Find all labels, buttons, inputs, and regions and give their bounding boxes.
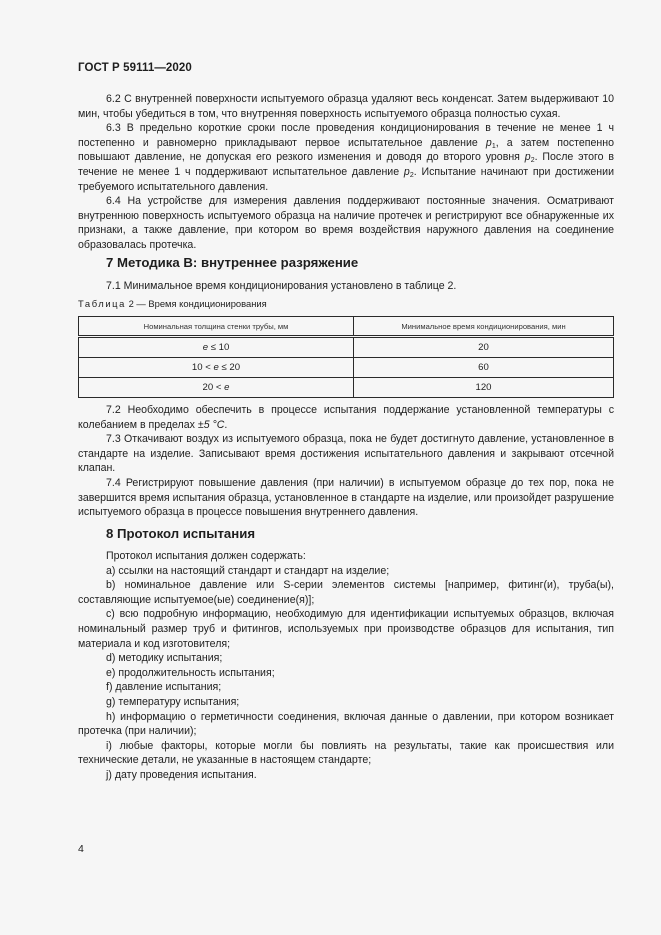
text-fragment: . Испытание начинают при достижении требуемого испытательного давления. xyxy=(78,165,614,193)
table-header-row xyxy=(79,317,614,337)
protocol-item-a: a) ссылки на настоящий стандарт и стандарт на изделие; xyxy=(106,564,390,577)
text-fragment: , а затем постепенно повышают давление, не допуская его резкого изменения и доводя до второго уровня xyxy=(78,136,614,164)
table-caption-text: 2 — Время кондиционирования xyxy=(125,298,267,309)
subscript: 2 xyxy=(530,157,535,165)
cell-time: 120 xyxy=(354,378,614,398)
variable-p: p xyxy=(485,136,492,149)
text-fragment: . xyxy=(224,418,228,431)
variable-e: e xyxy=(213,362,219,373)
table-caption xyxy=(78,298,267,309)
protocol-item-i: i) любые факторы, которые могли бы повлиять на результаты, такие как происшествия или технические детали, не указанные в настоящем стандарте; xyxy=(78,739,614,767)
column-header-thickness: Номинальная толщина стенки трубы, мм xyxy=(79,317,354,337)
table-row xyxy=(79,358,614,378)
text-fragment: 6.3 В предельно короткие сроки после проведения кондиционирования в течение не менее 1 ч постепенно и равномерно прикладывают первое испытательное давление xyxy=(78,122,614,149)
paragraph-6-4: 6.4 На устройстве для измерения давления поддерживают постоянные значения. Осматривают внутреннюю поверхность испытуемого образца на наличие протечек и регистрируют все обнаруженные их признаки, а также давление, при котором во время воздействия наружного давления на соединение образовалась протечка. xyxy=(78,195,614,251)
table-caption-label: Таблица xyxy=(78,298,126,309)
section-7-intro xyxy=(78,279,614,294)
variable-e: e xyxy=(202,342,209,353)
protocol-item-f: f) давление испытания; xyxy=(106,681,222,694)
text-fragment: ≤ 10 xyxy=(208,342,230,353)
paragraph-6-3 xyxy=(78,121,614,194)
column-header-time: Минимальное время кондиционирования, мин xyxy=(354,317,614,337)
subscript: 1 xyxy=(491,142,496,150)
cell-time: 20 xyxy=(354,337,614,358)
variable-p: p xyxy=(524,151,531,164)
text-fragment: 20 < xyxy=(202,382,225,393)
cell-thickness xyxy=(79,358,354,378)
protocol-item-b: b) номинальное давление или S-серии элементов системы [например, фитинг(и), труба(ы), составляющие испытуемое(ые) соединение(я)]; xyxy=(78,579,614,606)
protocol-item-h: h) информацию о герметичности соединения, включая данные о давлении, при котором возникает протечка (при наличии); xyxy=(78,710,614,738)
table-row xyxy=(79,378,614,398)
variable-e: e xyxy=(224,382,230,393)
section-8-heading: 8 Протокол испытания xyxy=(106,526,256,541)
cell-time: 60 xyxy=(354,358,614,378)
protocol-item-e: e) продолжительность испытания; xyxy=(106,666,275,679)
protocol-item-j: j) дату проведения испытания. xyxy=(106,768,257,781)
temperature-tolerance: ±5 °C xyxy=(197,418,225,431)
cell-thickness xyxy=(79,337,354,358)
variable-p: p xyxy=(403,165,410,178)
paragraph-7-4: 7.4 Регистрируют повышение давления (при наличии) в испытуемом образце до тех пор, пока не завершится время испытания образца, установленное в стандарте на изделие, или произойдет разрушение испытуемого образца в процессе повышения внутреннего давления. xyxy=(78,476,614,519)
paragraph-7-1: 7.1 Минимальное время кондиционирования установлено в таблице 2. xyxy=(106,280,457,292)
text-fragment: . После этого в течение не менее 1 ч поддерживают испытательное давление xyxy=(78,151,614,178)
section-7-heading: 7 Методика В: внутреннее разряжение xyxy=(106,255,359,270)
cell-thickness xyxy=(79,378,354,398)
section-7-text xyxy=(78,403,614,520)
text-fragment: 7.2 Необходимо обеспечить в процессе испытания поддержание установленной температуры с колебанием в пределах xyxy=(78,404,614,431)
protocol-item-c: c) всю подробную информацию, необходимую для идентификации испытуемых образцов, включая номинальный размер труб и фитингов, используемых при производстве образцов для испытания, тип материала и код изготовителя; xyxy=(78,608,614,650)
subscript: 2 xyxy=(409,171,414,179)
paragraph-6-2: 6.2 С внутренней поверхности испытуемого образца удаляют весь конденсат. Затем выдерживают 10 мин, чтобы убедиться в том, что внутренняя поверхность испытуемого образца полностью сухая. xyxy=(78,93,614,120)
protocol-intro: Протокол испытания должен содержать: xyxy=(106,550,306,562)
document-header-title: ГОСТ Р 59111—2020 xyxy=(78,62,192,74)
text-fragment: 10 < xyxy=(191,362,214,373)
protocol-item-d: d) методику испытания; xyxy=(106,652,223,665)
section-8-text xyxy=(78,549,614,783)
conditioning-time-table xyxy=(78,316,614,398)
table-row xyxy=(79,337,614,358)
section-6-text xyxy=(78,92,614,253)
page-number: 4 xyxy=(78,843,84,855)
paragraph-7-3: 7.3 Откачивают воздух из испытуемого образца, пока не будет достигнуто давление, установленное в стандарте на изделие. Записывают время достижения испытательного давления и закрывают отсечной клапан. xyxy=(78,433,614,475)
paragraph-7-2 xyxy=(78,403,614,432)
text-fragment: ≤ 20 xyxy=(218,362,241,373)
protocol-item-g: g) температуру испытания; xyxy=(106,695,240,708)
